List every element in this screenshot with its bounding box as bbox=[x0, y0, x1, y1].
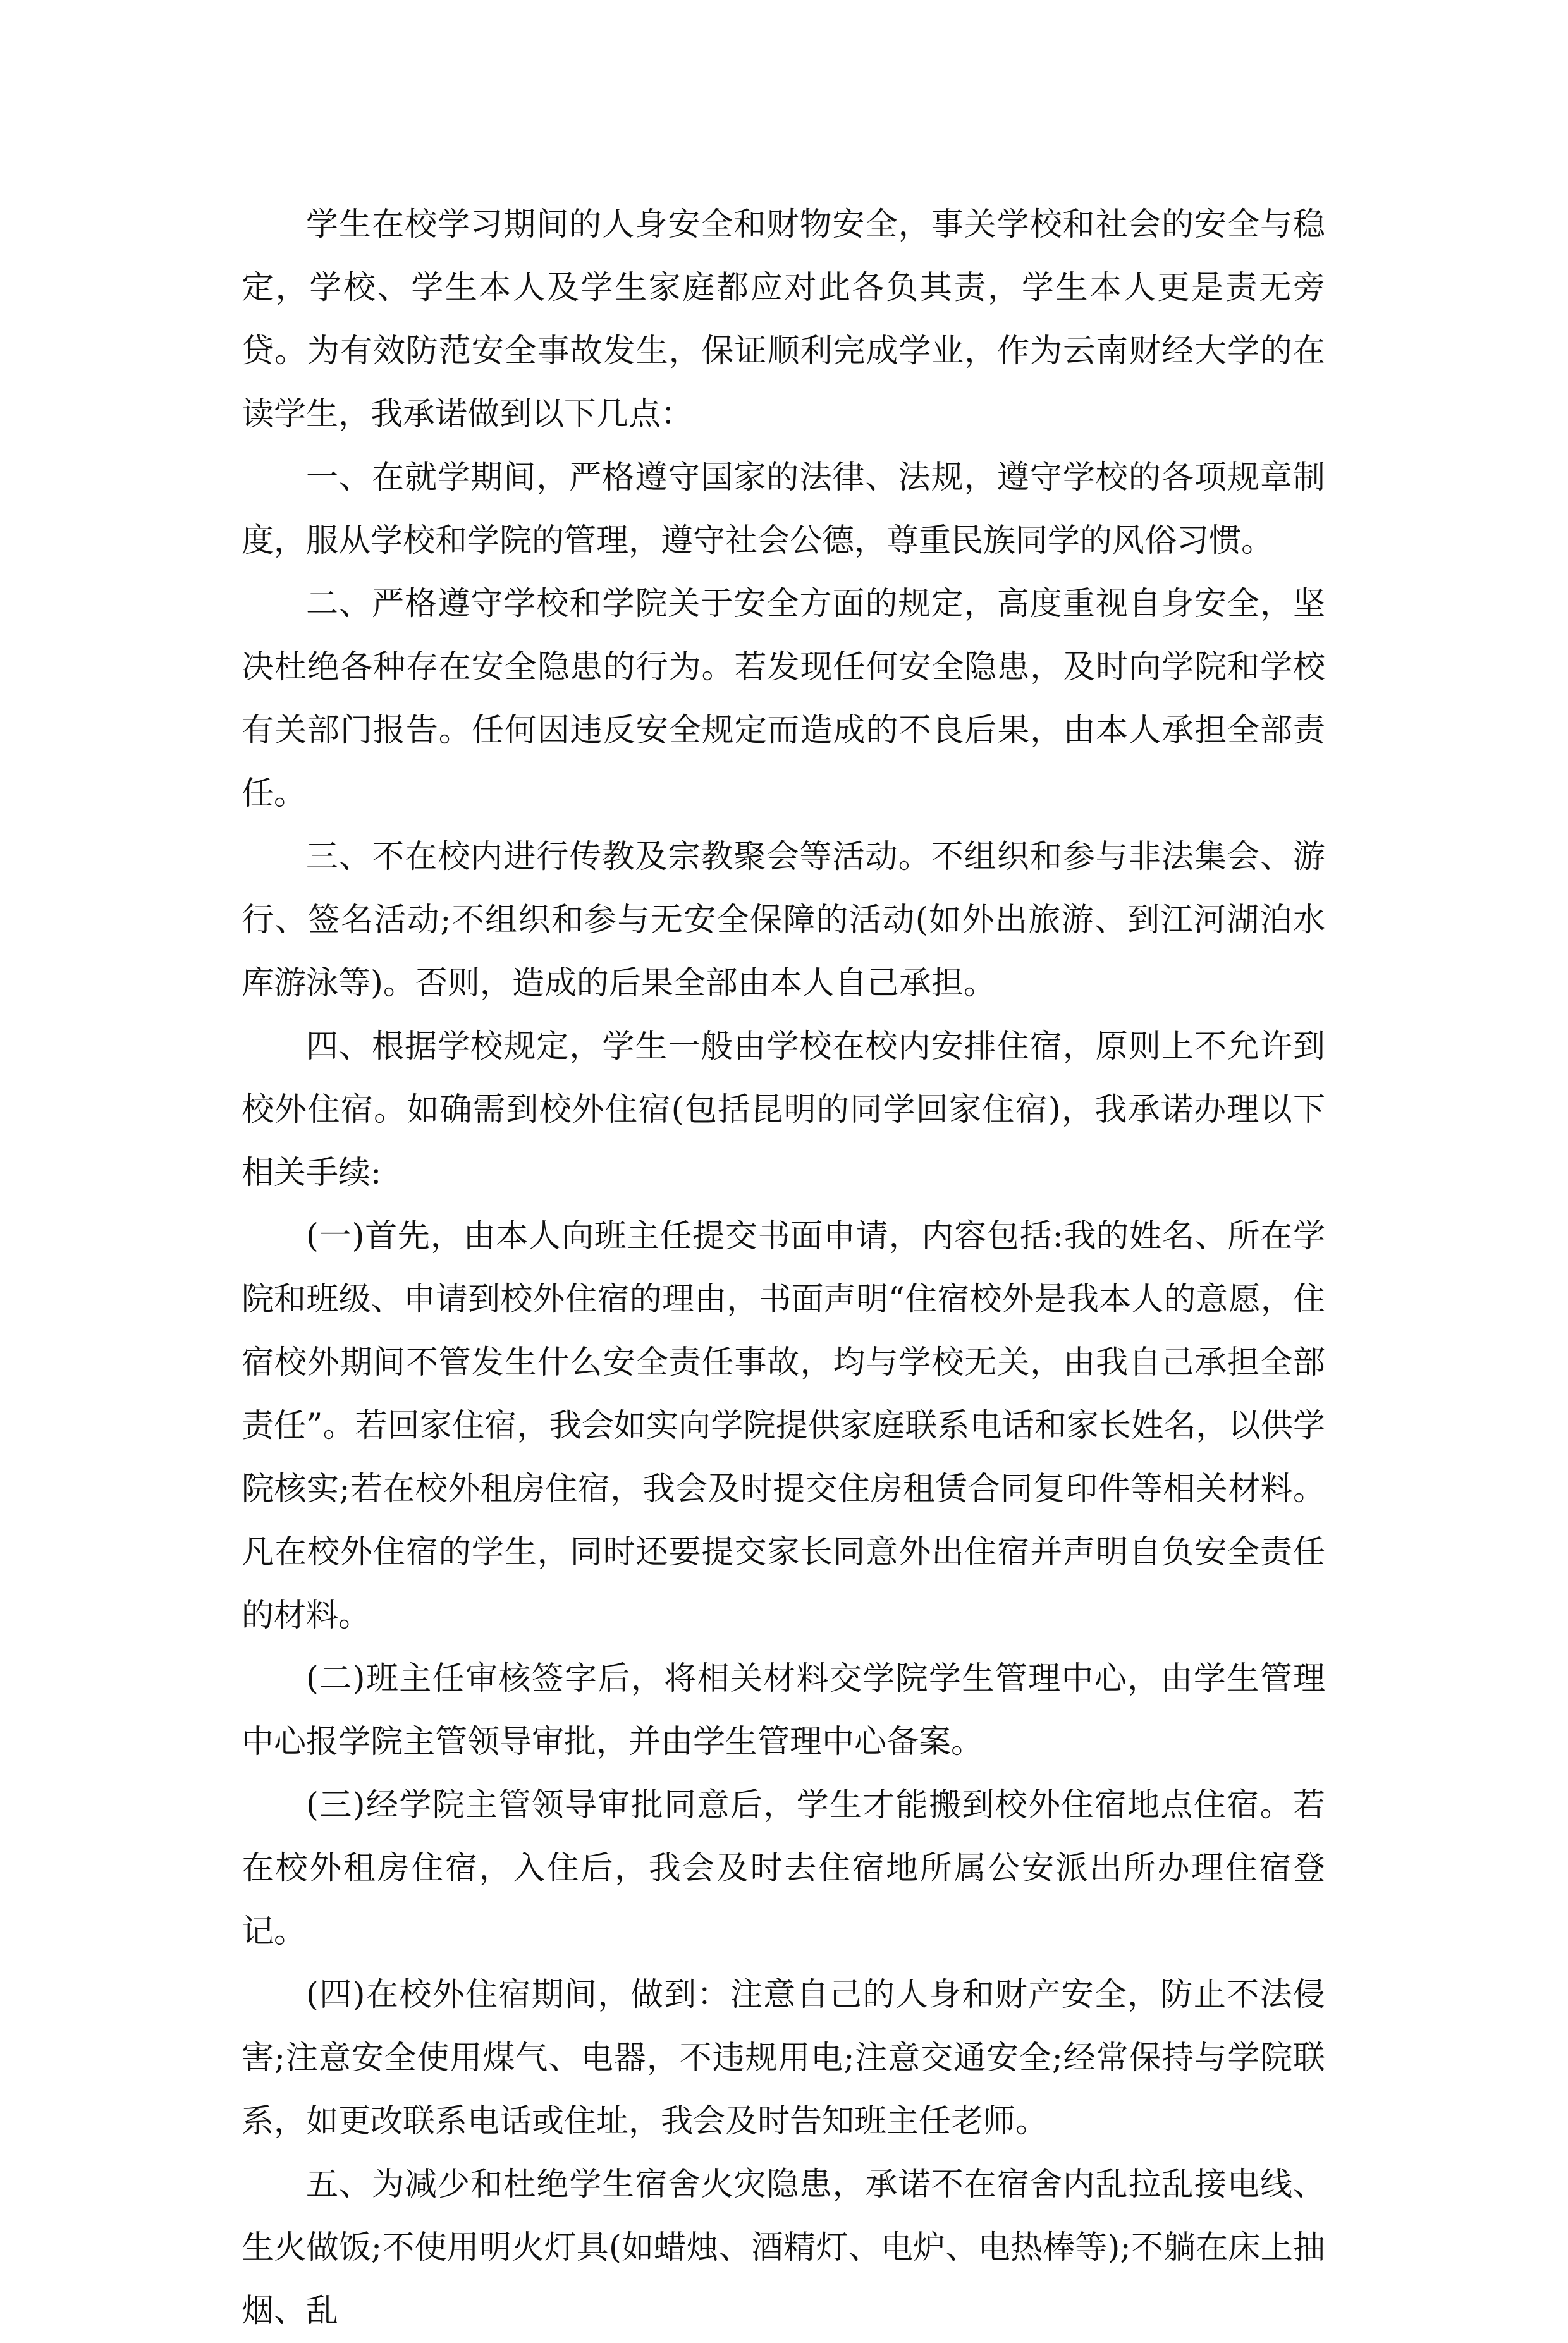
paragraph-item-4-sub-4: (四)在校外住宿期间，做到：注意自己的人身和财产安全，防止不法侵害;注意安全使用煤气、电器，不违规用电;注意交通安全;经常保持与学院联系，如更改联系电话或住址，我会及时告知班主任老师。 bbox=[242, 1976, 1325, 2140]
paragraph-item-2: 二、严格遵守学校和学院关于安全方面的规定，高度重视自身安全，坚决杜绝各种存在安全隐患的行为。若发现任何安全隐患，及时向学院和学校有关部门报告。任何因违反安全规定而造成的不良后果，由本人承担全部责任。 bbox=[242, 585, 1325, 812]
paragraph-item-5: 五、为减少和杜绝学生宿舍火灾隐患，承诺不在宿舍内乱拉乱接电线、生火做饭;不使用明火灯具(如蜡烛、酒精灯、电炉、电热棒等);不躺在床上抽烟、乱 bbox=[242, 2166, 1325, 2330]
paragraph-item-1: 一、在就学期间，严格遵守国家的法律、法规，遵守学校的各项规章制度，服从学校和学院的管理，遵守社会公德，尊重民族同学的风俗习惯。 bbox=[242, 459, 1325, 560]
paragraph-item-4-sub-1: (一)首先，由本人向班主任提交书面申请，内容包括:我的姓名、所在学院和班级、申请到校外住宿的理由，书面声明“住宿校外是我本人的意愿，住宿校外期间不管发生什么安全责任事故，均与学校无关，由我自己承担全部责任”。若回家住宿，我会如实向学院提供家庭联系电话和家长姓名，以供学院核实;若在校外租房住宿，我会及时提交住房租赁合同复印件等相关材料。凡在校外住宿的学生，同时还要提交家长同意外出住宿并声明自负安全责任的材料。 bbox=[242, 1218, 1325, 1634]
paragraph-item-4-sub-2: (二)班主任审核签字后，将相关材料交学院学生管理中心，由学生管理中心报学院主管领导审批，并由学生管理中心备案。 bbox=[242, 1660, 1325, 1761]
paragraph-item-4-sub-3: (三)经学院主管领导审批同意后，学生才能搬到校外住宿地点住宿。若在校外租房住宿，入住后，我会及时去住宿地所属公安派出所办理住宿登记。 bbox=[242, 1787, 1325, 1950]
paragraph-item-3: 三、不在校内进行传教及宗教聚会等活动。不组织和参与非法集会、游行、签名活动;不组织和参与无安全保障的活动(如外出旅游、到江河湖泊水库游泳等)。否则，造成的后果全部由本人自己承担。 bbox=[242, 838, 1325, 1002]
paragraph-intro: 学生在校学习期间的人身安全和财物安全，事关学校和社会的安全与稳定，学校、学生本人及学生家庭都应对此各负其责，学生本人更是责无旁贷。为有效防范安全事故发生，保证顺利完成学业，作为云南财经大学的在读学生，我承诺做到以下几点： bbox=[242, 206, 1325, 433]
document-body bbox=[242, 193, 1325, 2343]
paragraph-item-4: 四、根据学校规定，学生一般由学校在校内安排住宿，原则上不允许到校外住宿。如确需到校外住宿(包括昆明的同学回家住宿)，我承诺办理以下相关手续: bbox=[242, 1028, 1325, 1192]
